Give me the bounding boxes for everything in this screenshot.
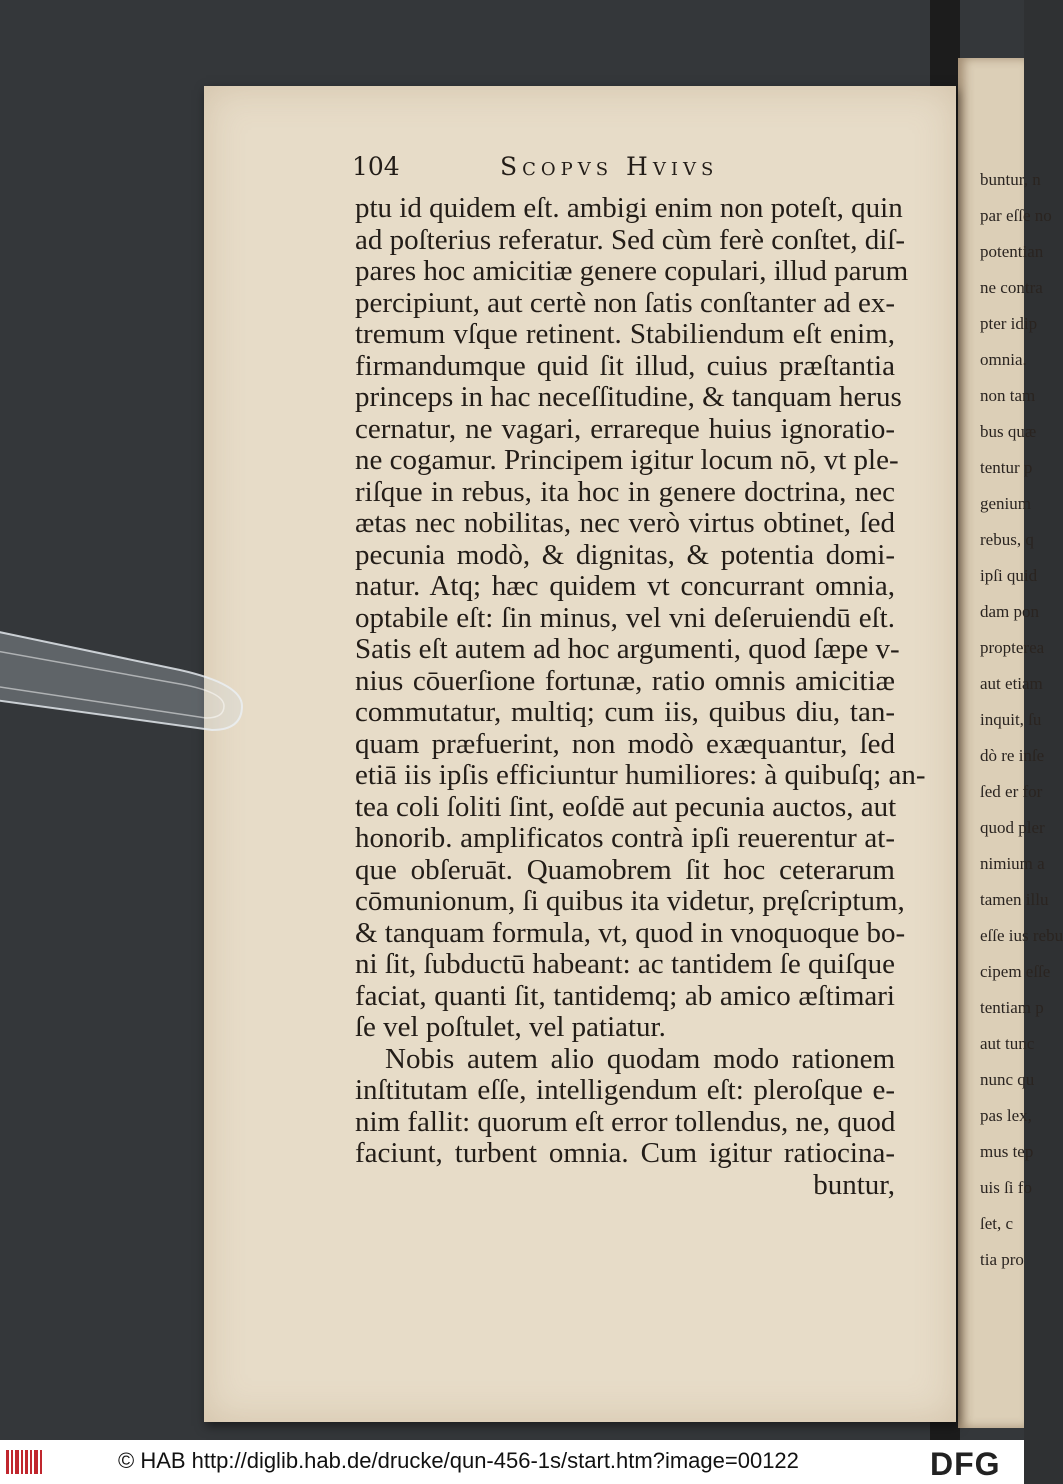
facing-page-fragment: tentiam p [980, 998, 1044, 1017]
text-line: tremum vſque retinent. Stabiliendum eſt enim, [355, 318, 895, 350]
text-line: ſe vel poſtulet, vel patiatur. [355, 1011, 666, 1043]
facing-page-fragment: tamen illu [980, 890, 1049, 909]
facing-page-fragment: aut tunc [980, 1034, 1035, 1053]
facing-page-fragment: dò re inſe [980, 746, 1045, 765]
running-title: Scopvs Hvivs [500, 152, 719, 181]
footer-credit: © HAB http://diglib.hab.de/drucke/qun-456-1s/start.htm?image=00122 [118, 1448, 799, 1473]
facing-page-fragment: rebus, q [980, 530, 1034, 549]
text-line: etiā iis ipſis efficiuntur humiliores: à quibuſq; an- [355, 759, 926, 791]
facing-page-fragment: bus quæ [980, 422, 1037, 441]
facing-page-edge [958, 58, 1063, 1428]
text-line: cōmunionum, ſi quibus ita videtur, pręſcriptum, [355, 885, 905, 917]
text-line: ætas nec nobilitas, nec verò virtus obtinet, ſed [355, 507, 895, 539]
facing-page-fragment: tentur p [980, 458, 1033, 477]
text-line: Satis eſt autem ad hoc argumenti, quod ſæpe v- [355, 633, 900, 665]
glass-page-holder-icon [0, 618, 262, 738]
dfg-logo: DFG [930, 1446, 1001, 1482]
facing-page-fragment: inquit, ſu [980, 710, 1042, 729]
facing-page-fragment: propterea [980, 638, 1045, 657]
text-line: faciunt, turbent omnia. Cum igitur ratiocina- [355, 1137, 895, 1169]
facing-page-fragment: aut etiam [980, 674, 1043, 693]
text-line: firmandumque quid ſit illud, cuius præſtantia [355, 349, 895, 382]
text-line: pares hoc amicitiæ genere copulari, illud parum [355, 255, 909, 287]
page-header [352, 152, 892, 192]
facing-page-fragment: ipſi quid [980, 566, 1038, 585]
text-line: buntur, [813, 1168, 895, 1201]
facing-page-fragment: tia pro [980, 1250, 1024, 1269]
text-line: tea coli ſoliti ſint, eoſdē aut pecunia auctos, aut [355, 790, 897, 823]
facing-page-fragment: par eſſe no [980, 206, 1052, 225]
facing-page-fragment: nunc qu [980, 1070, 1035, 1089]
text-line: quam præfuerint, non modò exæquantur, ſed [355, 727, 895, 760]
facing-page-fragment: pas lex, [980, 1106, 1032, 1125]
text-line: ne cogamur. Principem igitur locum nō, vt ple- [355, 444, 899, 476]
facing-page-fragment: ſed er for [980, 782, 1043, 801]
facing-page-fragment: quod pler [980, 818, 1045, 837]
facing-page-fragment: mus tep [980, 1142, 1034, 1161]
text-line: optabile eſt: ſin minus, vel vni deſeruiendū eſt. [355, 601, 895, 634]
page-number: 104 [352, 152, 400, 181]
text-line: riſque in rebus, ita hoc in genere doctrina, nec [355, 475, 895, 508]
facing-page-fragment: eſſe ius rebu [980, 926, 1063, 945]
facing-page-fragment: genium [980, 494, 1031, 513]
facing-page-fragment: buntur, n [980, 170, 1041, 189]
text-line: natur. Atq; hæc quidem vt concurrant omnia, [355, 570, 895, 602]
text-line: cernatur, ne vagari, errareque huius ignoratio- [355, 412, 895, 445]
text-line: nius cōuerſione fortunæ, ratio omnis amicitiæ [355, 664, 895, 697]
facing-page-fragment: cipem eſſe [980, 962, 1051, 981]
text-line: faciat, quanti ſit, tantidemq; ab amico æſtimari [355, 979, 895, 1012]
page-body-text [355, 192, 926, 1201]
text-line: que obſeruāt. Quamobrem ſit hoc ceterarum [355, 853, 895, 886]
text-line: ad poſterius referatur. Sed cùm ferè conſtet, diſ- [355, 223, 905, 256]
facing-page-fragment: pter idip [980, 314, 1038, 333]
text-line: Nobis autem alio quodam modo rationem [385, 1042, 895, 1075]
facing-page-fragment: ne contra [980, 278, 1043, 297]
facing-page-fragment: nimium a [980, 854, 1045, 873]
text-line: ptu id quidem eſt. ambigi enim non poteſt, quin [355, 192, 903, 224]
text-line: pecunia modò, & dignitas, & potentia domi- [355, 538, 895, 571]
facing-page-fragment: uis ſi fo [980, 1178, 1032, 1197]
facing-page-fragment: dam pon [980, 602, 1040, 621]
text-line: inſtitutam eſſe, intelligendum eſt: pleroſque e- [355, 1074, 895, 1106]
text-line: nim fallit: quorum eſt error tollendus, ne, quod [355, 1105, 896, 1138]
text-line: percipiunt, aut certè non ſatis conſtanter ad ex- [355, 286, 895, 319]
text-line: ni ſit, ſubductū habeant: ac tantidem ſe quiſque [355, 948, 895, 980]
text-line: honorib. amplificatos contrà ipſi reuerentur at- [355, 822, 895, 854]
text-line: princeps in hac neceſſitudine, & tanquam herus [355, 381, 902, 413]
facing-page-fragment: omnia. [980, 350, 1027, 369]
text-line: & tanquam formula, vt, quod in vnoquoque bo- [355, 916, 906, 949]
facing-page-fragment: potentian [980, 242, 1044, 261]
facing-page-fragment: ſet, c [980, 1214, 1014, 1233]
footer-bar [0, 1440, 1024, 1484]
barcode-icon [6, 1450, 46, 1474]
text-line: commutatur, multiq; cum iis, quibus diu, tan- [355, 696, 895, 728]
facing-page-fragment: non tam [980, 386, 1036, 405]
